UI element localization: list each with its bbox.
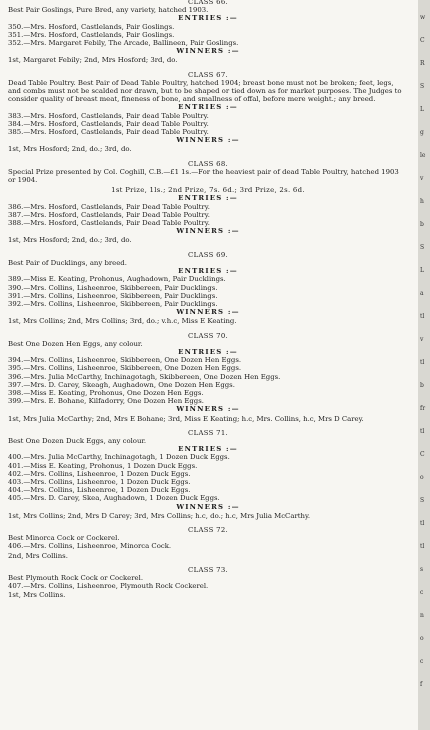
class-description: Best One Dozen Duck Eggs, any colour. (8, 436, 147, 445)
gutter-fragment: v (420, 175, 424, 182)
entry-line: 395.—Mrs. Collins, Lisheenroe, Skibbereen, One Dozen Hen Eggs. (8, 364, 242, 373)
entry-line: 400.—Mrs. Julia McCarthy, Inchinagotagh, 1 Dozen Duck Eggs. (8, 453, 230, 462)
entries-heading: ENTRIES :— (178, 14, 238, 23)
entry-line: 404.—Mrs. Collins, Lisheenroe, 1 Dozen Duck Eggs. (8, 486, 191, 495)
winners-heading: WINNERS :— (176, 308, 240, 317)
entry-line: 392.—Mrs. Collins, Lisheenroe, Skibbereen, Pair Ducklings. (8, 299, 218, 308)
entry-line: 385.—Mrs. Hosford, Castlelands, Pair dead Table Poultry. (8, 128, 209, 137)
entry-line: 406.—Mrs. Collins, Lisheenroe, Minorca Cock. (8, 542, 172, 551)
winners-heading: WINNERS :— (176, 47, 240, 56)
class-title: CLASS 67. (188, 70, 228, 79)
gutter-fragment: v (420, 336, 424, 343)
entry-line: 390.—Mrs. Collins, Lisheenroe, Skibbereen, Pair Ducklings. (8, 283, 218, 292)
class-prizes: 1st Prize, 1ls.; 2nd Prize, 7s. 6d.; 3rd Prize, 2s. 6d. (111, 186, 305, 195)
entry-line: 396.—Mrs. Julia McCarthy, Inchinagotagh, Skibbereen, One Dozen Hen Eggs. (8, 372, 281, 381)
winners-line: 1st, Mrs Hosford; 2nd, do.; 3rd, do. (8, 236, 132, 245)
gutter-fragment: L (420, 106, 424, 113)
class-section (8, 332, 408, 423)
class-section (8, 251, 408, 326)
class-description: Best Plymouth Rock Cock or Cockerel. (8, 574, 144, 582)
top-partial-heading: CLASS 66. (188, 0, 228, 6)
class-section (8, 526, 408, 560)
winners-heading: WINNERS :— (176, 502, 240, 511)
gutter-fragment: b (420, 221, 424, 228)
gutter-fragment: L (420, 267, 424, 274)
entry-line: 401.—Miss E. Keating, Prohonus, 1 Dozen Duck Eggs. (8, 461, 198, 470)
gutter-fragment: S (420, 244, 425, 251)
class-description: Best Pair Goslings, Pure Bred, any variety, hatched 1903. (8, 6, 209, 15)
entry-line: 386.—Mrs. Hosford, Castlelands, Pair Dead Table Poultry. (8, 202, 210, 211)
class-title: CLASS 72. (188, 525, 228, 534)
class-title: CLASS 68. (188, 159, 228, 168)
class-title: CLASS 69. (188, 250, 228, 259)
entry-line: 388.—Mrs. Hosford, Castlelands, Pair Dead Table Poultry. (8, 219, 210, 228)
gutter-fragment: fr (420, 405, 426, 412)
entry-line: 405.—Mrs. D. Carey, Skea, Aughadown, 1 Dozen Duck Eggs. (8, 494, 220, 503)
entry-line: 389.—Miss E. Keating, Prohonus, Aughadown, Pair Ducklings. (8, 275, 226, 284)
gutter-fragment: o (420, 474, 424, 481)
gutter-fragment: S (420, 497, 425, 504)
gutter-fragment: g (420, 129, 424, 136)
class-title: CLASS 71. (188, 428, 228, 437)
adjacent-page-gutter (418, 0, 430, 730)
entries-heading: ENTRIES :— (178, 194, 238, 203)
class-title: CLASS 70. (188, 331, 228, 340)
entry-line: 399.—Mrs. E. Bohane, Kilfadorry, One Dozen Hen Eggs. (8, 397, 204, 406)
winners-line: 1st, Mrs Julia McCarthy; 2nd, Mrs E Bohane; 3rd, Miss E Keating; h.c, Mrs. Collins, h.c, Mrs D Carey. (8, 414, 364, 423)
entry-line: 394.—Mrs. Collins, Lisheenroe, Skibbereen, One Dozen Hen Eggs. (8, 356, 242, 365)
class-description: Best One Dozen Hen Eggs, any colour. (8, 339, 143, 348)
winners-line: 1st, Mrs Collins; 2nd, Mrs D Carey; 3rd, Mrs Collins; h.c, do.; h.c, Mrs Julia McCarthy. (8, 511, 311, 520)
entry-line: 383.—Mrs. Hosford, Castlelands, Pair dead Table Poultry. (8, 111, 209, 120)
gutter-fragment: s (420, 566, 424, 573)
winners-line: 1st, Mrs Collins; 2nd, Mrs Collins; 3rd, do.; v.h.c, Miss E Keating. (8, 317, 237, 326)
gutter-fragment: o (420, 635, 424, 642)
entry-line: 402.—Mrs. Collins, Lisheenroe, 1 Dozen Duck Eggs. (8, 469, 191, 478)
winners-heading: WINNERS :— (176, 227, 240, 236)
text-column (8, 2, 408, 606)
gutter-fragment: S (420, 83, 425, 90)
gutter-fragment: c (420, 658, 424, 665)
entry-line: 384.—Mrs. Hosford, Castlelands, Pair dead Table Poultry. (8, 119, 209, 128)
gutter-fragment: a (420, 290, 424, 297)
gutter-fragment: tl (420, 313, 425, 320)
class-description: Special Prize presented by Col. Coghill, C.B.—£1 1s.—For the heaviest pair of dead Table Poultry, hatched 1903 or 1904. (8, 167, 399, 185)
gutter-fragment: C (420, 451, 425, 458)
class-section (8, 429, 408, 520)
entry-line: 397.—Mrs. D. Carey, Skeagh, Aughadown, One Dozen Hen Eggs. (8, 380, 235, 389)
entry-line: 350.—Mrs. Hosford, Castlelands, Pair Goslings. (8, 22, 175, 31)
entry-line: 351.—Mrs. Hosford, Castlelands, Pair Goslings. (8, 30, 175, 39)
gutter-fragment: h (420, 198, 424, 205)
winners-line: 1st, Mrs Hosford; 2nd, do.; 3rd, do. (8, 145, 132, 154)
gutter-fragment: n (420, 612, 424, 619)
class-title: CLASS 73. (188, 565, 228, 574)
gutter-fragment: w (420, 14, 426, 21)
entry-line: 391.—Mrs. Collins, Lisheenroe, Skibbereen, Pair Ducklings. (8, 291, 218, 300)
entries-heading: ENTRIES :— (178, 267, 238, 276)
entry-line: 407.—Mrs. Collins, Lisheenroe, Plymouth Rock Cockerel. (8, 582, 209, 591)
class-section (8, 160, 408, 245)
entry-line: 352.—Mrs. Margaret Febily, The Arcade, Ballineen, Pair Goslings. (8, 39, 239, 48)
class-section (8, 6, 408, 64)
winners-line: 1st, Margaret Febily; 2nd, Mrs Hosford; 3rd, do. (8, 56, 178, 65)
class-section (8, 566, 408, 600)
entry-line: 387.—Mrs. Hosford, Castlelands, Pair Dead Table Poultry. (8, 210, 210, 219)
winners-heading: WINNERS :— (176, 136, 240, 145)
gutter-fragment: c (420, 589, 424, 596)
gutter-fragment: tl (420, 520, 425, 527)
gutter-fragment: tl (420, 543, 425, 550)
gutter-fragment: R (420, 60, 425, 67)
entries-heading: ENTRIES :— (178, 445, 238, 454)
entry-line: 398.—Miss E. Keating, Prohonus, One Dozen Hen Eggs. (8, 388, 204, 397)
gutter-fragment: C (420, 37, 425, 44)
entries-heading: ENTRIES :— (178, 103, 238, 112)
class-description: Dead Table Poultry. Best Pair of Dead Table Poultry, hatched 1904; breast bone must not be broken; feet, legs, and combs must not be scalded nor drawn, but to be shaped or tied down as for market purposes. The Judges to consider quality of breast meat, fineness of bone, and smallness of offal, before mere weight.; any breed. (8, 78, 402, 104)
entry-line: 403.—Mrs. Collins, Lisheenroe, 1 Dozen Duck Eggs. (8, 477, 191, 486)
gutter-fragment: f (420, 681, 423, 688)
gutter-fragment: le (420, 152, 426, 159)
gutter-fragment: tl (420, 428, 425, 435)
class-description: Best Pair of Ducklings, any breed. (8, 258, 127, 267)
gutter-fragment: b (420, 382, 424, 389)
gutter-fragment: tl (420, 359, 425, 366)
entries-heading: ENTRIES :— (178, 347, 238, 356)
class-description: Best Minorca Cock or Cockerel. (8, 534, 120, 543)
winners-line: 2nd, Mrs Collins. (8, 551, 68, 560)
winners-line: 1st, Mrs Collins. (8, 591, 66, 600)
winners-heading: WINNERS :— (176, 405, 240, 414)
class-section (8, 71, 408, 154)
